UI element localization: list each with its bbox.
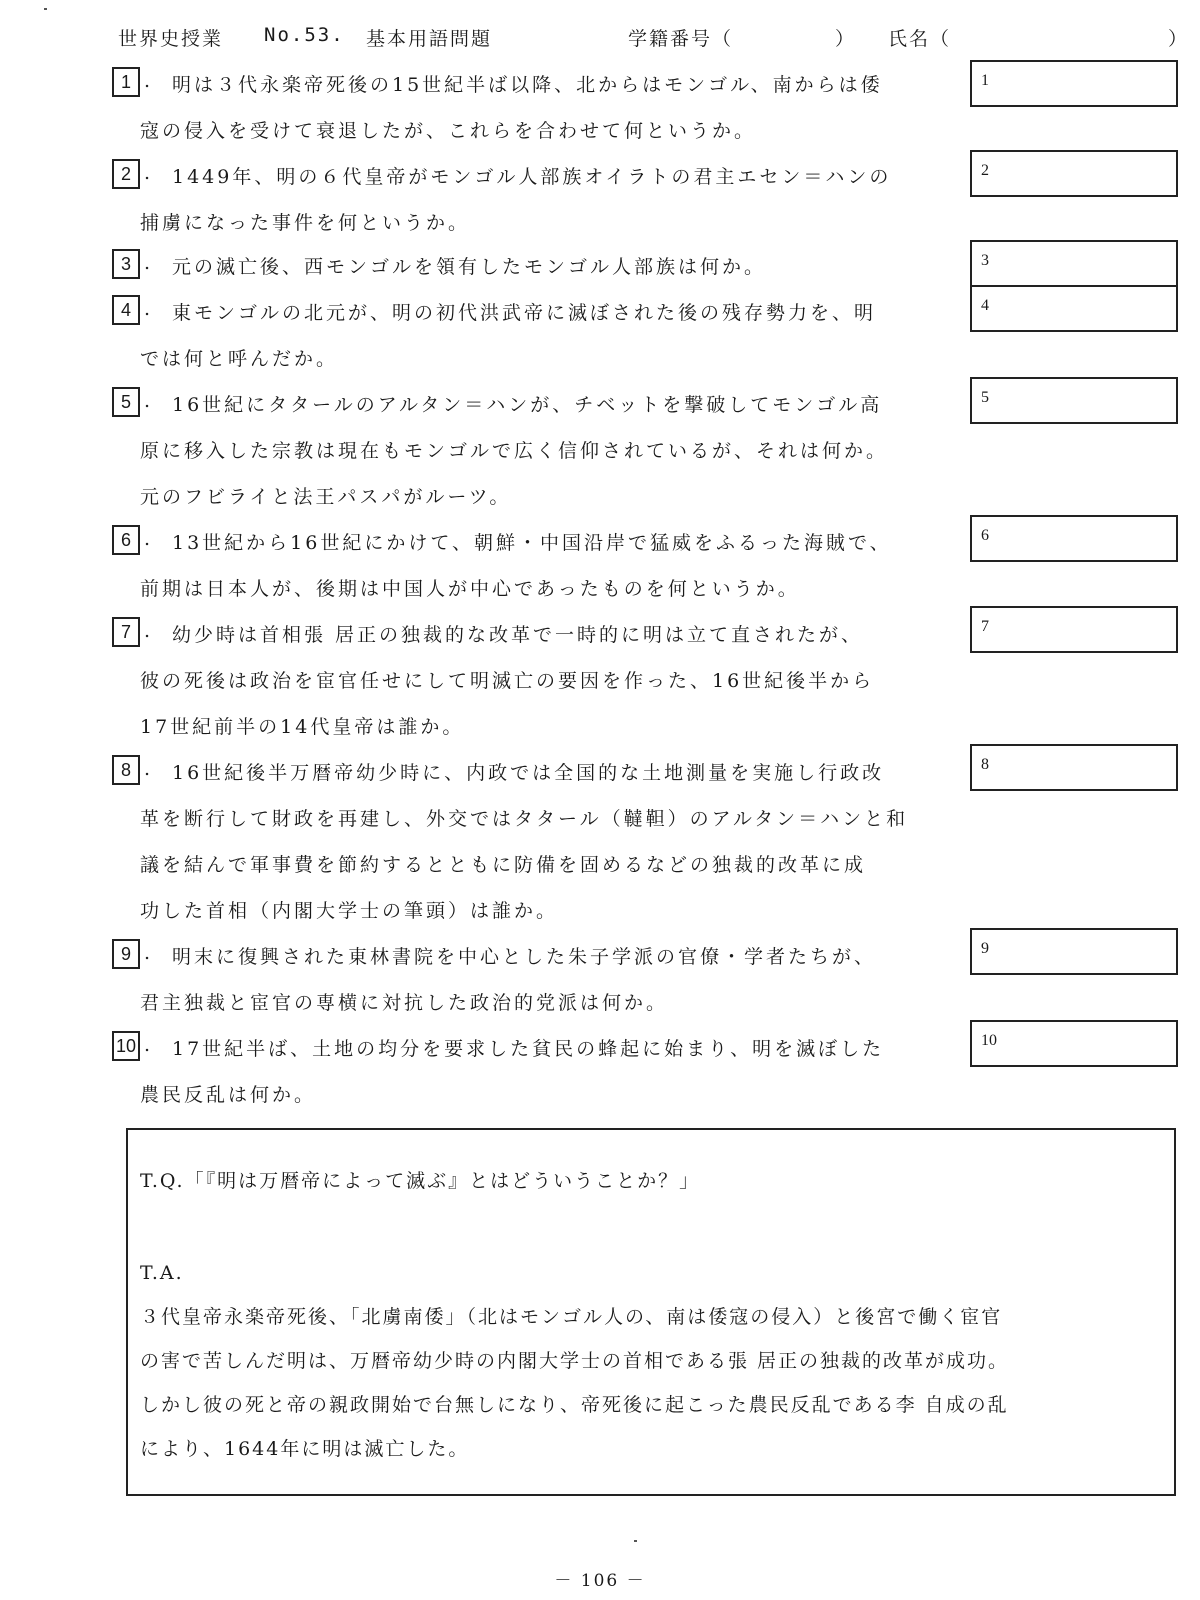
question-text: 幼少時は首相張 居正の独裁的な改革で一時的に明は立て直されたが、 bbox=[172, 624, 864, 646]
question-number-box: 2 bbox=[112, 159, 140, 189]
worksheet-header bbox=[0, 20, 1200, 54]
question-text: 農民反乱は何か。 bbox=[140, 1084, 317, 1106]
course-name: 世界史授業 bbox=[118, 28, 224, 50]
tq-question: T.Q.「『明は万暦帝によって滅ぶ』とはどういうことか？」 bbox=[140, 1170, 701, 1192]
question-text: 明末に復興された東林書院を中心とした朱子学派の官僚・学者たちが、 bbox=[172, 946, 877, 968]
question-number-box: 3 bbox=[112, 249, 140, 279]
question-text: 13世紀から16世紀にかけて、朝鮮・中国沿岸で猛威をふるった海賊で、 bbox=[172, 532, 892, 554]
question-text: 原に移入した宗教は現在もモンゴルで広く信仰されているが、それは何か。 bbox=[140, 440, 889, 462]
answer-box-2[interactable]: 2 bbox=[970, 150, 1178, 197]
question-number-box: 7 bbox=[112, 617, 140, 647]
question-number-box: 8 bbox=[112, 755, 140, 785]
student-id-label: 学籍番号（ bbox=[628, 28, 734, 50]
name-close: ） bbox=[1168, 28, 1190, 50]
question-number-box: 6 bbox=[112, 525, 140, 555]
question-text: 17世紀半ば、土地の均分を要求した貧民の蜂起に始まり、明を滅ぼした bbox=[172, 1038, 885, 1060]
question-text: 16世紀後半万暦帝幼少時に、内政では全国的な土地測量を実施し行政改 bbox=[172, 762, 885, 784]
ta-answer-line: の害で苦しんだ明は、万暦帝幼少時の内閣大学士の首相である張 居正の独裁的改革が成功。 bbox=[140, 1350, 1010, 1372]
answer-box-4[interactable]: 4 bbox=[970, 285, 1178, 332]
answer-box-1[interactable]: 1 bbox=[970, 60, 1178, 107]
answer-box-7[interactable]: 7 bbox=[970, 606, 1178, 653]
worksheet-title: 基本用語問題 bbox=[366, 28, 493, 50]
question-number-box: 5 bbox=[112, 387, 140, 417]
question-text: 東モンゴルの北元が、明の初代洪武帝に滅ぼされた後の残存勢力を、明 bbox=[172, 302, 877, 324]
question-text: 前期は日本人が、後期は中国人が中心であったものを何というか。 bbox=[140, 578, 800, 600]
question-text: 革を断行して財政を再建し、外交ではタタール（韃靼）のアルタン＝ハンと和 bbox=[140, 808, 909, 830]
ta-answer-line: しかし彼の死と帝の親政開始で台無しになり、帝死後に起こった農民反乱である李 自成の乱 bbox=[140, 1394, 1009, 1416]
name-label: 氏名（ bbox=[888, 28, 952, 50]
question-text: 捕虜になった事件を何というか。 bbox=[140, 212, 471, 234]
question-text: 元の滅亡後、西モンゴルを領有したモンゴル人部族は何か。 bbox=[172, 256, 767, 278]
answer-box-5[interactable]: 5 bbox=[970, 377, 1178, 424]
question-number-box: 1 bbox=[112, 67, 140, 97]
worksheet-number: No.53. bbox=[264, 24, 345, 46]
answer-box-9[interactable]: 9 bbox=[970, 928, 1178, 975]
question-text: 議を結んで軍事費を節約するとともに防備を固めるなどの独裁的改革に成 bbox=[140, 854, 867, 876]
ta-label: T.A. bbox=[140, 1262, 184, 1284]
scan-speck bbox=[44, 8, 47, 10]
answer-box-8[interactable]: 8 bbox=[970, 744, 1178, 791]
question-text: 17世紀前半の14代皇帝は誰か。 bbox=[140, 716, 465, 738]
question-text: では何と呼んだか。 bbox=[140, 348, 339, 370]
question-text: 16世紀にタタールのアルタン＝ハンが、チベットを撃破してモンゴル高 bbox=[172, 394, 883, 416]
answer-box-6[interactable]: 6 bbox=[970, 515, 1178, 562]
question-text: 寇の侵入を受けて衰退したが、これらを合わせて何というか。 bbox=[140, 120, 757, 142]
question-text: 1449年、明の６代皇帝がモンゴル人部族オイラトの君主エセン＝ハンの bbox=[172, 166, 892, 188]
scan-speck bbox=[634, 1540, 637, 1542]
page-number: － 106 － bbox=[554, 1571, 646, 1591]
answer-box-10[interactable]: 10 bbox=[970, 1020, 1178, 1067]
question-text: 元のフビライと法王パスパがルーツ。 bbox=[140, 486, 512, 508]
ta-answer-line: ３代皇帝永楽帝死後、「北虜南倭」（北はモンゴル人の、南は倭寇の侵入）と後宮で働く宦官 bbox=[140, 1306, 1003, 1328]
question-number-box: 9 bbox=[112, 939, 140, 969]
question-text: 功した首相（内閣大学士の筆頭）は誰か。 bbox=[140, 900, 559, 922]
question-text: 君主独裁と宦官の専横に対抗した政治的党派は何か。 bbox=[140, 992, 669, 1014]
question-number-box: 10 bbox=[112, 1031, 140, 1061]
question-text: 彼の死後は政治を宦官任せにして明滅亡の要因を作った、16世紀後半から bbox=[140, 670, 875, 692]
ta-answer-line: により、1644年に明は滅亡した。 bbox=[140, 1438, 470, 1460]
answer-box-3[interactable]: 3 bbox=[970, 240, 1178, 287]
question-text: 明は３代永楽帝死後の15世紀半ば以降、北からはモンゴル、南からは倭 bbox=[172, 74, 883, 96]
student-id-close: ） bbox=[835, 28, 857, 50]
question-number-box: 4 bbox=[112, 295, 140, 325]
